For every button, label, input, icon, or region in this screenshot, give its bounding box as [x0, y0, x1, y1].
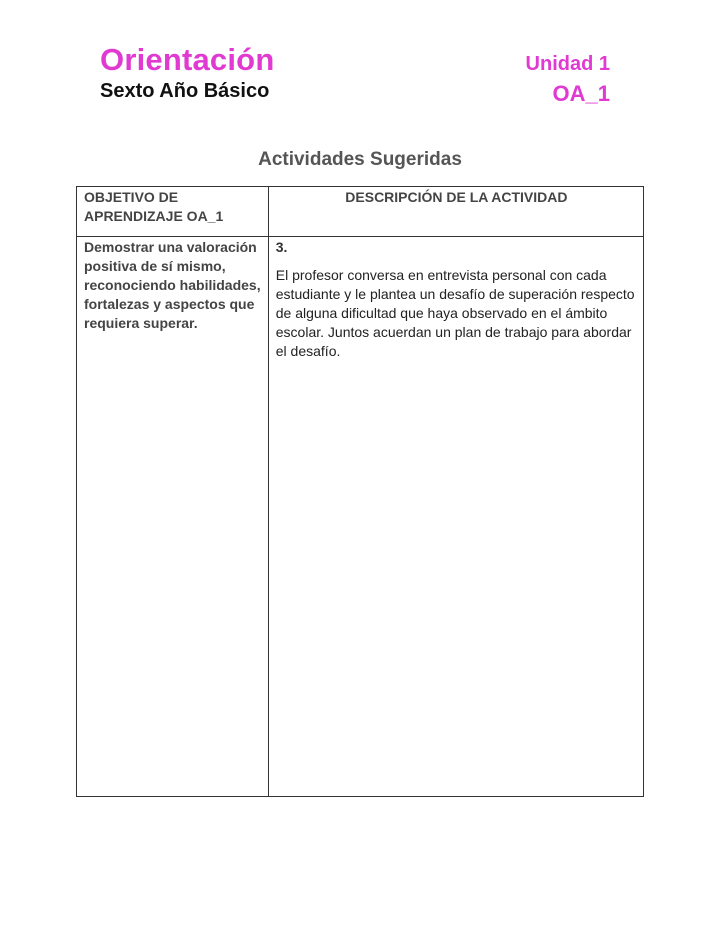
unit-label: Unidad 1 — [525, 53, 610, 75]
section-title: Actividades Sugeridas — [258, 149, 462, 170]
grade-subtitle: Sexto Año Básico — [100, 80, 270, 102]
oa-code-label: OA_1 — [552, 81, 610, 106]
page-title: Orientación — [100, 42, 275, 77]
objective-cell — [77, 237, 269, 797]
column-header-description: DESCRIPCIÓN DE LA ACTIVIDAD — [268, 187, 643, 237]
activities-table — [76, 186, 644, 797]
objective-text: Demostrar una valoración positiva de sí mismo, reconociendo habilidades, fortalezas y aspectos que requiera superar. — [84, 239, 261, 331]
table-row — [77, 237, 644, 797]
activity-number: 3. — [275, 239, 288, 255]
activity-description: El profesor conversa en entrevista personal con cada estudiante y le plantea un desafío de superación respecto de alguna dificultad que haya observado en el ámbito escolar. Juntos acuerdan un plan de trabajo para abordar el desafío. — [275, 267, 635, 359]
table-header-row — [77, 187, 644, 237]
activity-cell — [268, 237, 643, 797]
column-header-objective: OBJETIVO DE APRENDIZAJE OA_1 — [77, 187, 269, 237]
